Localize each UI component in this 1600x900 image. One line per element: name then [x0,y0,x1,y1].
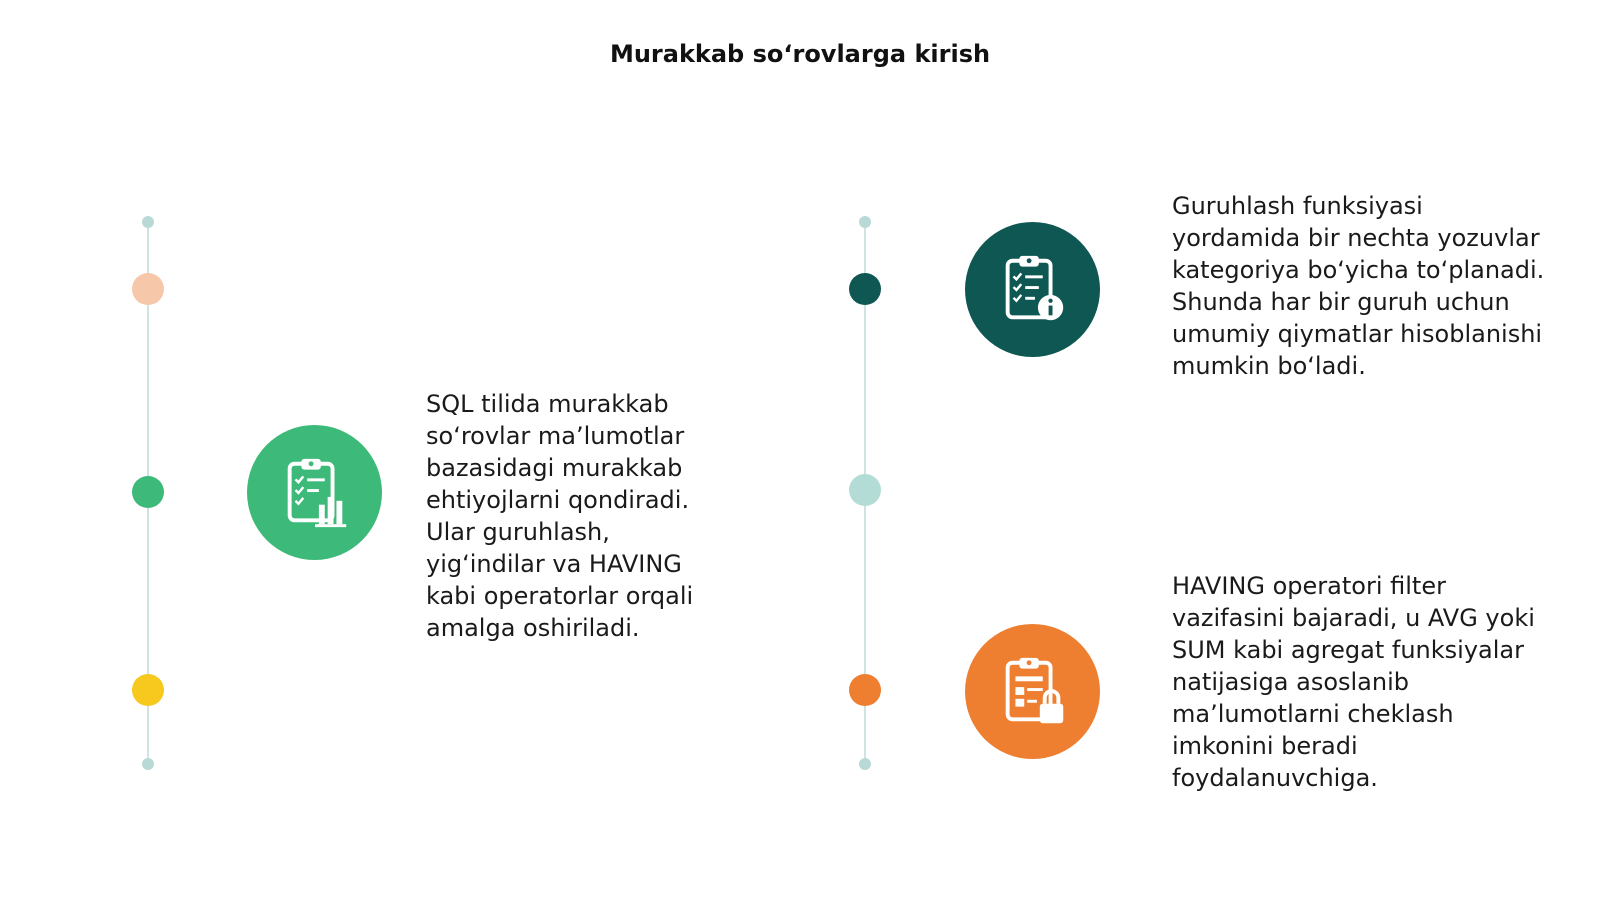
clipboard-info-icon [965,222,1100,357]
item-3-text: HAVING operatori filter vazifasini bajaradi, u AVG yoki SUM kabi agregat funksiyalar natijasiga asoslanib ma’lumotlarni cheklash imkonini beradi foydalanuvchiga. [1172,572,1535,792]
right-timeline-start [859,216,871,228]
right-timeline-end [859,758,871,770]
right-dot-mint [849,474,881,506]
right-dot-orange [849,674,881,706]
left-timeline-end [142,758,154,770]
right-dot-teal [849,273,881,305]
left-timeline-start [142,216,154,228]
left-dot-yellow [132,674,164,706]
clipboard-lock-icon [965,624,1100,759]
clipboard-chart-icon [247,425,382,560]
left-dot-green [132,476,164,508]
item-2-text: Guruhlash funksiyasi yordamida bir nechta yozuvlar kategoriya bo‘yicha to‘planadi. Shunda har bir guruh uchun umumiy qiymatlar hisoblanishi mumkin bo‘ladi. [1172,192,1545,380]
item-1-text: SQL tilida murakkab so‘rovlar ma’lumotlar bazasidagi murakkab ehtiyojlarni qondiradi. Ular guruhlash, yig‘indilar va HAVING kabi operatorlar orqali amalga oshiriladi. [426,390,694,642]
left-dot-peach [132,273,164,305]
page-title: Murakkab so‘rovlarga kirish [609,40,991,68]
